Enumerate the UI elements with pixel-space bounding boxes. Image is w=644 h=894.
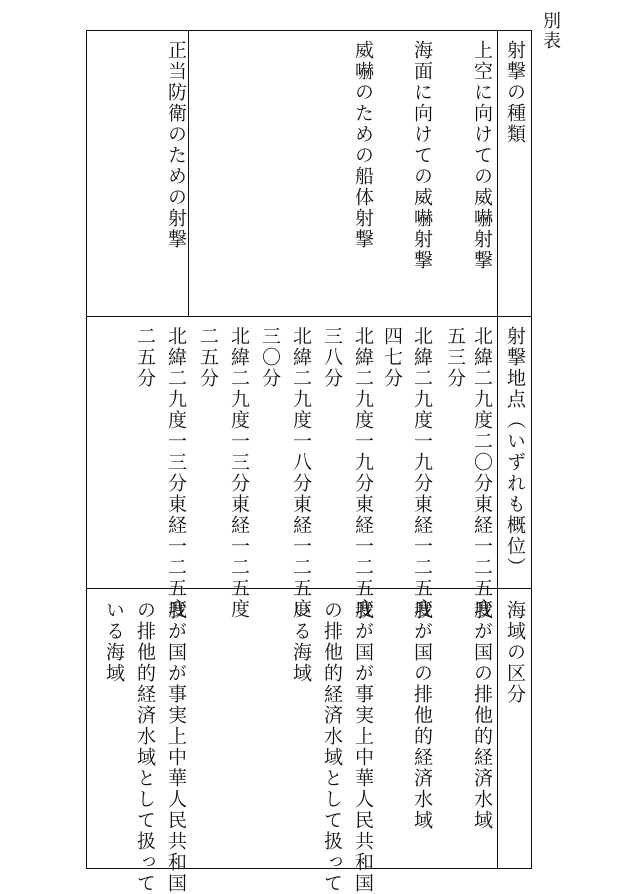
header-shooting-type: 射撃の種類: [504, 40, 526, 145]
table-border-top: [86, 30, 532, 31]
page-title: 別表: [540, 11, 561, 51]
row-3-type: 威嚇のための船体射撃: [352, 40, 374, 250]
row-3-location-line-5: 北緯二九度一三分東経一二五度: [228, 326, 250, 620]
row-3-area-line-2: の排他的経済水域として扱って: [321, 600, 343, 894]
row-2-type: 海面に向けての威嚇射撃: [411, 40, 433, 271]
row-1-location-line-1: 北緯二九度二〇分東経一二五度: [471, 326, 493, 620]
column-divider-1: [497, 30, 498, 868]
table-divider-1: [86, 316, 532, 317]
row-2-area: 我が国の排他的経済水域: [411, 600, 433, 831]
row-4-location-line-1: 北緯二九度一三分東経一二五度: [165, 326, 187, 620]
row-4-location-line-2: 二五分: [134, 326, 156, 389]
table-border-right: [531, 30, 532, 868]
row-3-location-line-2: 三八分: [321, 326, 343, 389]
header-shooting-location: 射撃地点（いずれも概位）: [504, 326, 526, 578]
header-sea-area: 海域の区分: [504, 600, 526, 705]
row-1-area: 我が国の排他的経済水域: [471, 600, 493, 831]
row-4-area-line-2: の排他的経済水域として扱って: [134, 600, 156, 894]
column-divider-2: [188, 30, 189, 316]
row-3-location-line-6: 二五分: [197, 326, 219, 389]
row-1-type: 上空に向けての威嚇射撃: [471, 40, 493, 271]
row-3-area-line-1: 我が国が事実上中華人民共和国: [352, 600, 374, 894]
row-2-location-line-2: 四七分: [381, 326, 403, 389]
row-2-location-line-1: 北緯二九度一九分東経一二五度: [411, 326, 433, 620]
row-3-location-line-4: 三〇分: [259, 326, 281, 389]
row-4-area-line-1: 我が国が事実上中華人民共和国: [165, 600, 187, 894]
row-1-location-line-2: 五三分: [444, 326, 466, 389]
row-3-area-line-3: いる海域: [290, 600, 312, 684]
row-3-location-line-3: 北緯二九度一八分東経一二五度: [290, 326, 312, 620]
table-border-left: [86, 30, 87, 868]
row-4-area-line-3: いる海域: [103, 600, 125, 684]
row-3-location-line-1: 北緯二九度一九分東経一二五度: [352, 326, 374, 620]
row-4-type: 正当防衛のための射撃: [165, 40, 187, 250]
